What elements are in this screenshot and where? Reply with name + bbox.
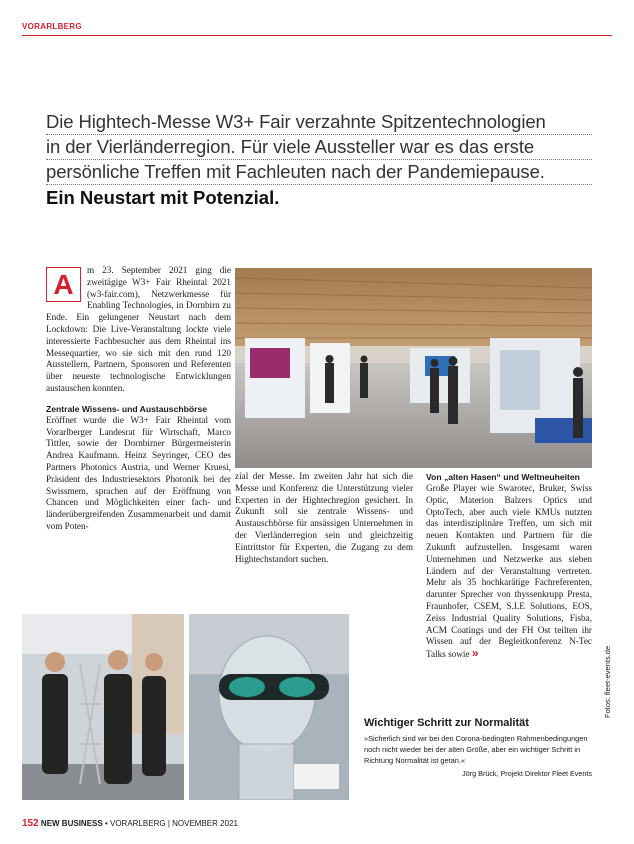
- lead-block: [46, 110, 592, 211]
- paragraph-1-continued: zial der Messe. Im zweiten Jahr hat sich die Messe und Konferenz die Unterstützung vieler Experten in der Hightechregion gesichert. In Zukunft soll sie zentrale Wissens- und Austauschbörse für ansässigen Unternehmen in der Vierländerregion sein und gleichzeitig Eintrittstor für Experten, die Zugang zu dem Hightechstandort suchen.: [235, 471, 413, 564]
- footer-bullet: •: [104, 819, 108, 828]
- section-tag: VORARLBERG: [22, 22, 82, 31]
- headline: Ein Neustart mit Potenzial.: [46, 187, 280, 208]
- subhead-alte-hasen: Von „alten Hasen“ und Weltneuheiten: [426, 472, 580, 482]
- lead-line-1: Die Hightech-Messe W3+ Fair verzahnte Spitzentechnologien: [46, 110, 592, 135]
- article-column-1: [46, 265, 231, 533]
- glass-head-goggles-photo: [189, 614, 349, 800]
- intro-text: m 23. September 2021 ging die zweitägige W3+ Fair Rheintal 2021 (w3-fair.com), Netzwerkmesse für Enabling Technologies, in Dornbirn zu Ende. Ein gelungener Neustart nach dem Lockdown: Die Live-Veranstaltung lockte viele interessierte Fachbesucher aus dem Rheintal ins Messequartier, wo sie sich mit den rund 120 Ausstellern, Partnern, Sponsoren und Referenten über neueste technologische Entwicklungen austauschen konnten.: [46, 265, 231, 393]
- issue-date: NOVEMBER 2021: [172, 819, 238, 828]
- top-divider: [22, 35, 612, 36]
- visitors-image: [22, 614, 184, 800]
- quote-attribution: Jörg Brück, Projekt Direktor Fleet Events: [462, 769, 592, 778]
- subhead-zentrale: Zentrale Wissens- und Austauschbörse: [46, 403, 208, 414]
- publication-name: NEW BUSINESS: [40, 819, 103, 828]
- page-footer: [22, 818, 238, 829]
- article-column-2: [235, 471, 413, 565]
- quote-box: [364, 716, 592, 778]
- continue-arrow: »: [471, 646, 479, 661]
- visitors-talking-photo: [22, 614, 184, 800]
- exhibition-hall-photo: [235, 268, 592, 468]
- article-column-3: [426, 471, 592, 661]
- lead-line-2: in der Vierländerregion. Für viele Aussteller war es das erste: [46, 135, 592, 160]
- paragraph-2: Große Player wie Swarotec, Bruker, Swiss Optic, Materion Balzers Optics und OptoTech, aber auch viele KMUs nutzten das interdisziplinäre Treffen, um sich mit neuen Kontakten und Partnern für die Zukunft aufzustellen. Insgesamt waren Unternehmen und Netzwerke aus sieben Ländern auf der Veranstaltung vertreten. Mehr als 35 hochkarätige Fachreferenten, darunter Sprecher von thyssenkrupp Presta, Fraunhofer, CSEM, S.I.E Solutions, EOS, Zeiss Industrial Quality Solutions, Fisba, ACM Coatings und der FH Ost teilten ihr Wissen auf der Begleitkonferenz N-Tec Talks sowie: [426, 483, 592, 660]
- lead-line-3: persönliche Treffen mit Fachleuten nach der Pandemiepause.: [46, 160, 592, 185]
- photo-credit: Fotos: fleet-events.de: [603, 645, 612, 718]
- footer-section: VORARLBERG: [110, 819, 166, 828]
- glass-head-image: [189, 614, 349, 800]
- drop-cap: A: [46, 267, 81, 302]
- exhibition-hall-image: [235, 268, 592, 468]
- footer-separator: |: [167, 819, 170, 828]
- paragraph-1: Eröffnet wurde die W3+ Fair Rheintal vom Vorarlberger Landesrat für Wirtschaft, Marco Tittler, sowie der Dornbirner Bürgermeisterin Andrea Kaufmann. Heinz Seyringer, CEO des Partners Photonics Austria, und Werner Kruesi, Präsident des Industriesektors Photonik bei der Swissmem, sprachen auf der Eröffnung von Chancen und Möglichkeiten einer fach- und länderübergreifenden Zusammenarbeit und damit vom Poten-: [46, 414, 231, 531]
- quote-text: »Sicherlich sind wir bei den Corona-bedingten Rahmenbedingungen noch nicht wieder bei der alten Größe, aber ein wichtiger Schritt in Richtung Normalität ist getan.«: [364, 734, 588, 765]
- quote-title: Wichtiger Schritt zur Normalität: [364, 717, 529, 729]
- page-number: 152: [22, 818, 39, 829]
